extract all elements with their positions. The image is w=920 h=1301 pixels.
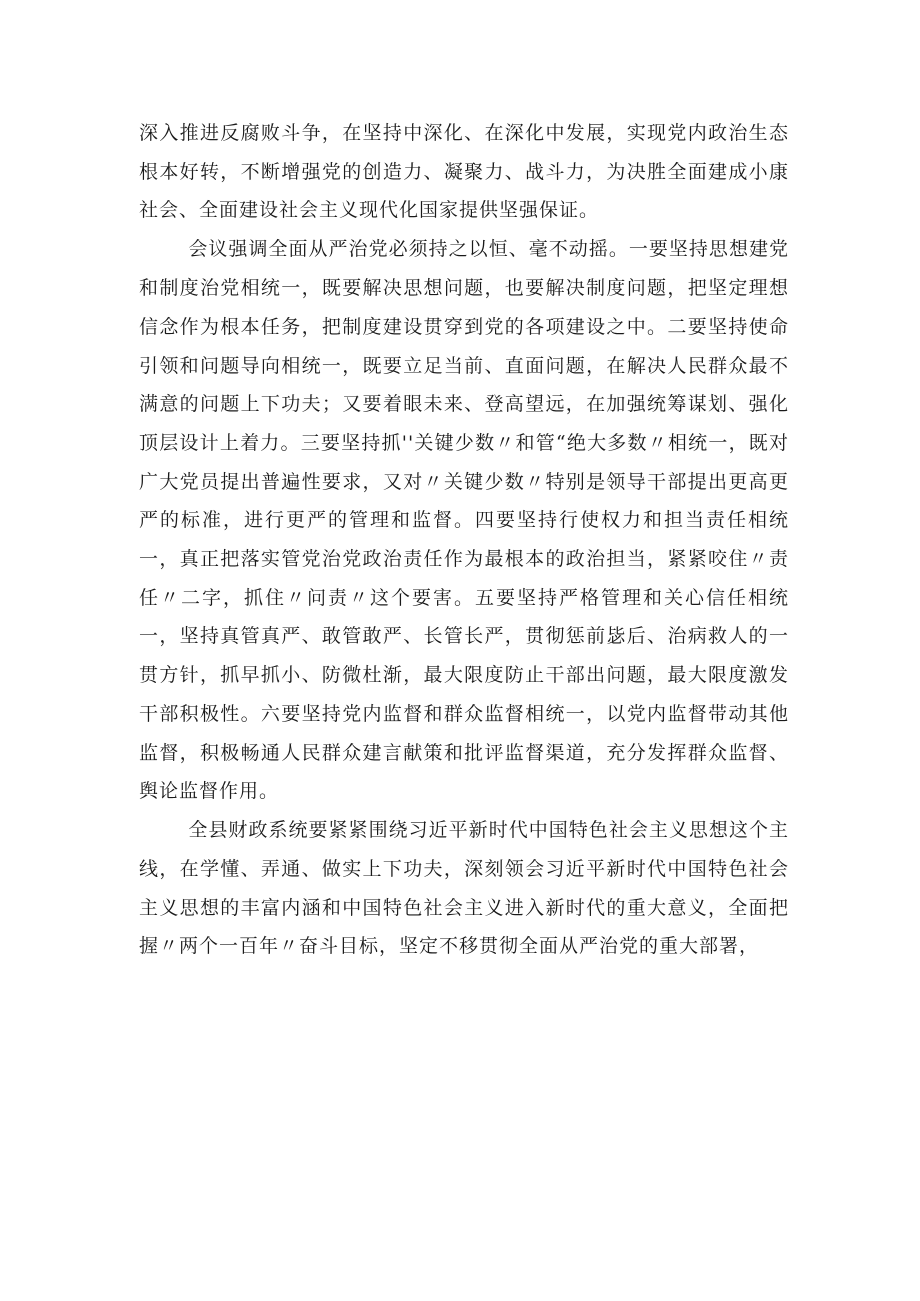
- document-body: [139, 114, 789, 966]
- paragraph-2: 会议强调全面从严治党必须持之以恒、毫不动摇。一要坚持思想建党和制度治党相统一，既要解决思想问题，也要解决制度问题，把坚定理想信念作为根本任务，把制度建设贯穿到党的各项建设之中。二要坚持使命引领和问题导向相统一，既要立足当前、直面问题，在解决人民群众最不满意的问题上下功夫；又要着眼未来、登高望远，在加强统筹谋划、强化顶层设计上着力。三要坚持抓''关键少数〃和管“绝大多数〃相统一，既对广大党员提出普遍性要求，又对〃关键少数〃特别是领导干部提出更高更严的标准，进行更严的管理和监督。四要坚持行使权力和担当责任相统一，真正把落实管党治党政治责任作为最根本的政治担当，紧紧咬住〃责任〃二字，抓住〃问责〃这个要害。五要坚持严格管理和关心信任相统一，坚持真管真严、敢管敢严、长管长严，贯彻惩前毖后、治病救人的一贯方针，抓早抓小、防微杜渐，最大限度防止干部出问题，最大限度激发干部积极性。六要坚持党内监督和群众监督相统一，以党内监督带动其他监督，积极畅通人民群众建言献策和批评监督渠道，充分发挥群众监督、舆论监督作用。: [139, 238, 789, 803]
- paragraph-1: 深入推进反腐败斗争，在坚持中深化、在深化中发展，实现党内政治生态根本好转，不断增强党的创造力、凝聚力、战斗力，为决胜全面建成小康社会、全面建设社会主义现代化国家提供坚强保证。: [139, 122, 789, 222]
- paragraph-3: 全县财政系统要紧紧围绕习近平新时代中国特色社会主义思想这个主线，在学懂、弄通、做实上下功夫，深刻领会习近平新时代中国特色社会主义思想的丰富内涵和中国特色社会主义进入新时代的重大意义，全面把握〃两个一百年〃奋斗目标，坚定不移贯彻全面从严治党的重大部署，: [139, 819, 789, 958]
